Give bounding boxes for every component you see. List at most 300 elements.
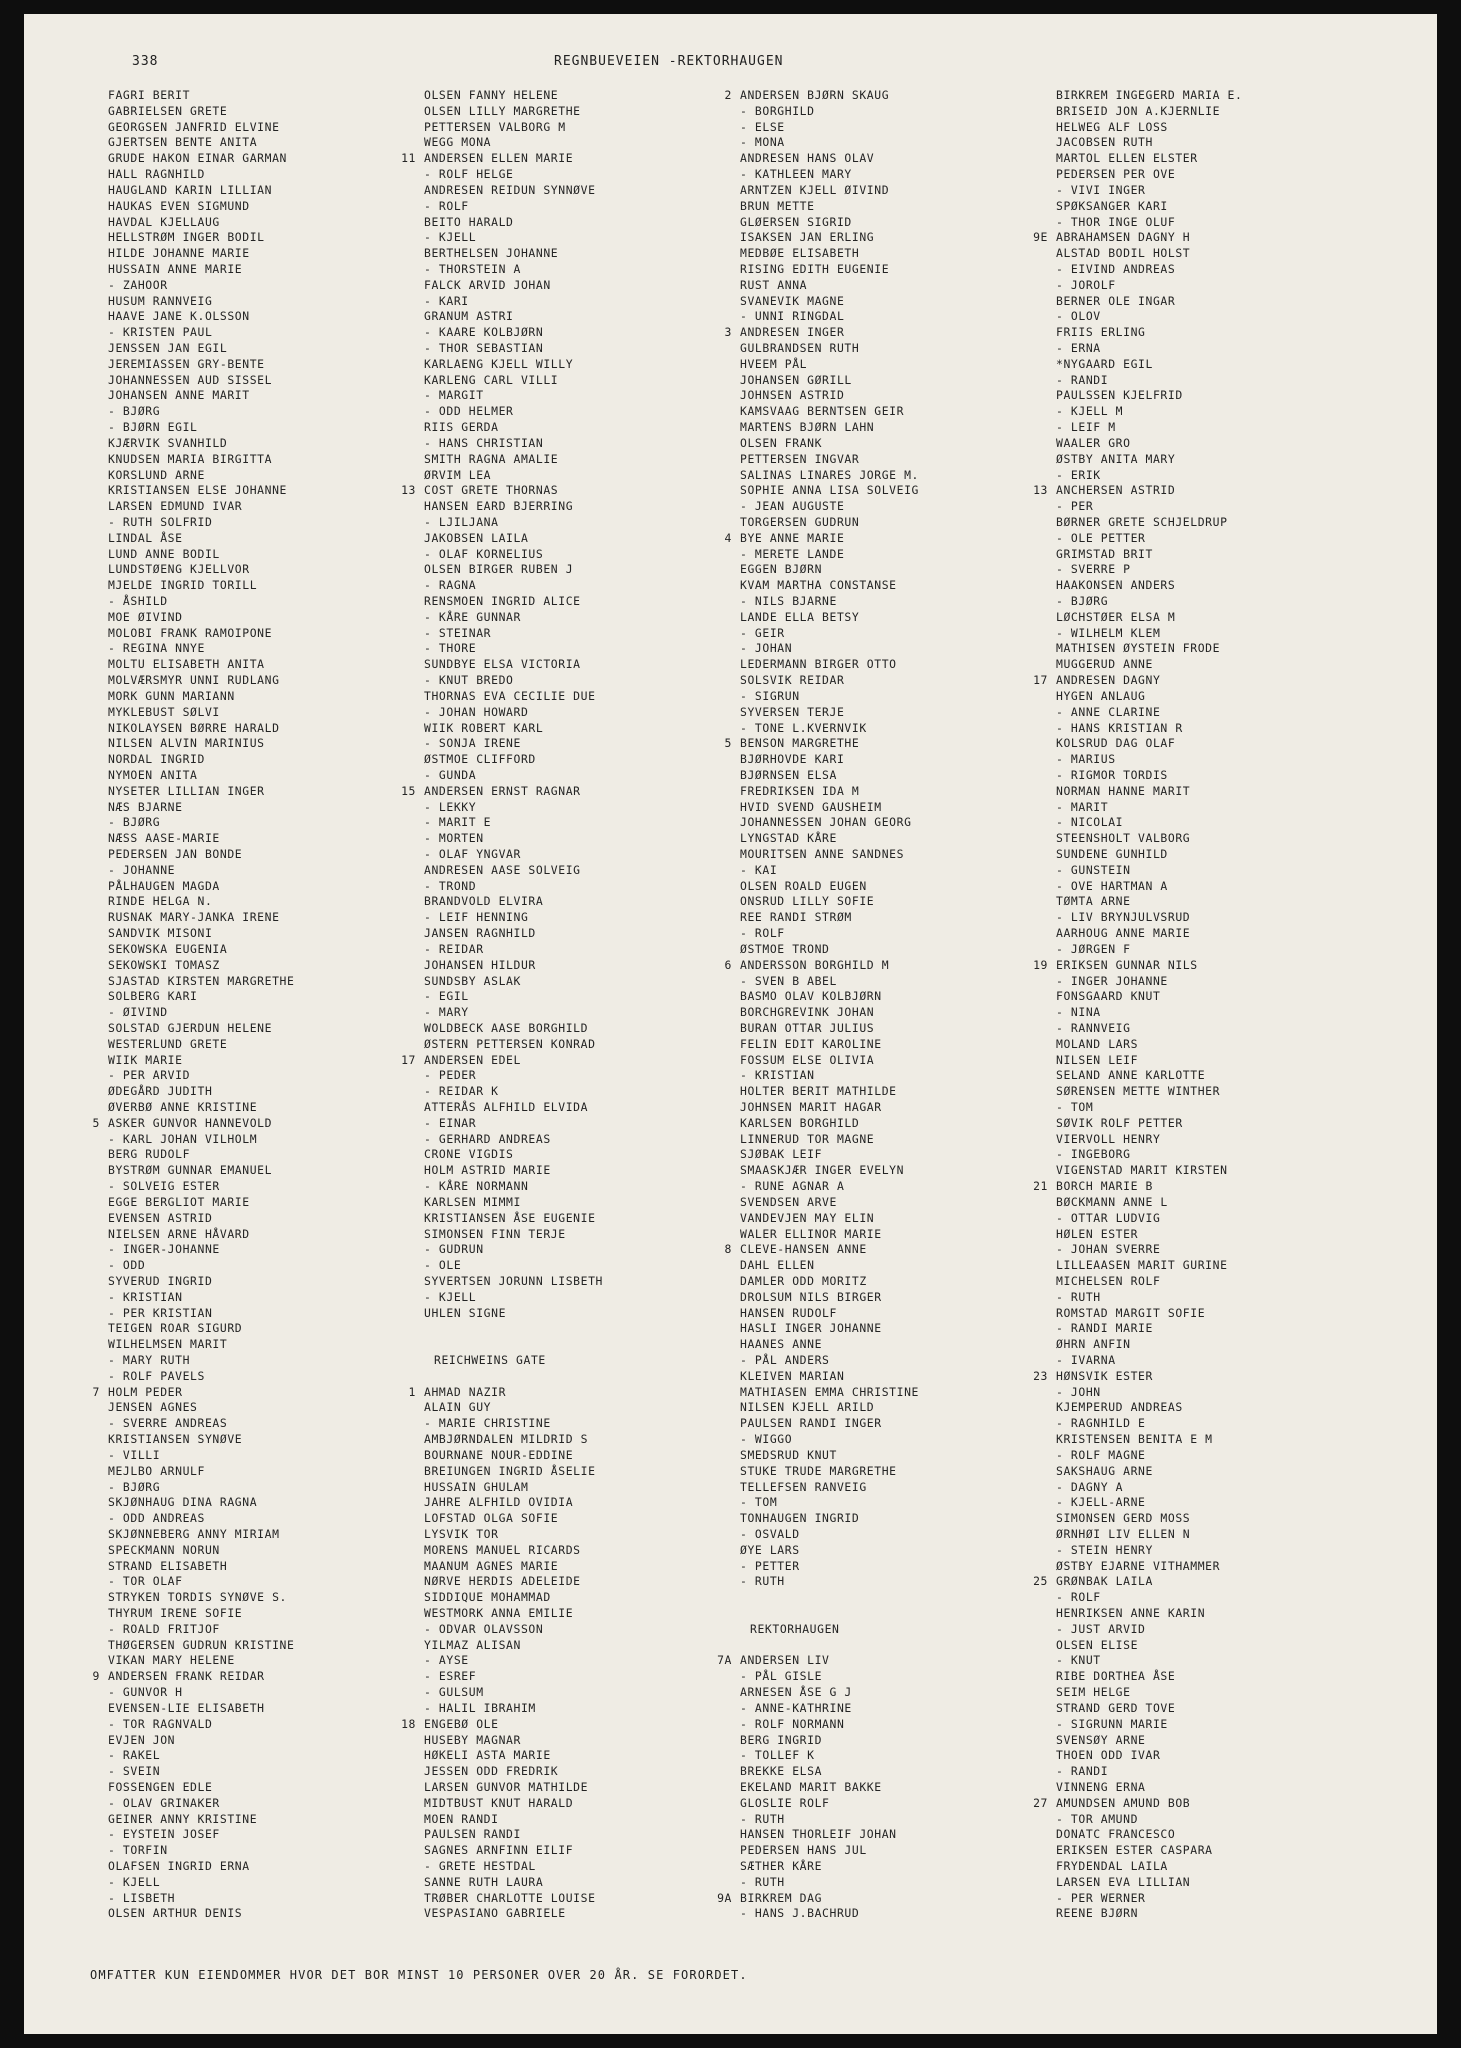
- resident-name: SAKSHAUG ARNE: [1056, 1463, 1153, 1478]
- resident-name: NÆSS AASE-MARIE: [108, 831, 220, 846]
- resident-name: ERIKSEN ESTER CASPARA: [1056, 1843, 1213, 1858]
- resident-name: - MERETE LANDE: [740, 546, 845, 561]
- resident-entry: [1056, 452, 1396, 468]
- resident-name: SAGNES ARNFINN EILIF: [424, 1843, 574, 1858]
- resident-name: STRAND ELISABETH: [108, 1558, 228, 1573]
- resident-name: - REIDAR K: [424, 1084, 499, 1099]
- resident-name: EVENSEN ASTRID: [108, 1210, 213, 1225]
- resident-name: SOLSVIK REIDAR: [740, 673, 845, 688]
- resident-name: SOPHIE ANNA LISA SOLVEIG: [740, 483, 919, 498]
- resident-name: HOLM ASTRID MARIE: [424, 1163, 551, 1178]
- resident-entry: [108, 1653, 448, 1669]
- resident-entry: [740, 499, 1080, 515]
- resident-entry: [108, 1574, 448, 1590]
- resident-name: MOLAND LARS: [1056, 1036, 1139, 1051]
- resident-name: ATTERÅS ALFHILD ELVIDA: [424, 1100, 589, 1114]
- resident-name: - KRISTIAN: [108, 1289, 183, 1304]
- resident-name: KNUDSEN MARIA BIRGITTA: [108, 451, 273, 466]
- resident-name: - DAGNY A: [1056, 1479, 1124, 1494]
- resident-entry: [740, 1400, 1080, 1416]
- resident-entry: [740, 215, 1080, 231]
- resident-entry: [1056, 135, 1396, 151]
- resident-name: - OLAV GRINAKER: [108, 1795, 220, 1810]
- resident-name: HUSUM RANNVEIG: [108, 293, 213, 308]
- resident-entry: [108, 926, 448, 942]
- resident-entry: [424, 1306, 764, 1322]
- resident-name: WALER ELLINOR MARIE: [740, 1226, 882, 1241]
- resident-entry: [1033, 230, 1396, 246]
- resident-name: LARSEN EDMUND IVAR: [108, 499, 243, 514]
- resident-entry: [424, 373, 764, 389]
- resident-entry: [424, 689, 764, 705]
- resident-entry: [424, 1068, 764, 1084]
- resident-name: GRANUM ASTRI: [424, 309, 514, 324]
- resident-name: - ODD ANDREAS: [108, 1511, 205, 1526]
- resident-name: - OSVALD: [740, 1526, 800, 1541]
- resident-entry: [740, 278, 1080, 294]
- resident-entry: [740, 1147, 1080, 1163]
- house-number: 19: [1033, 957, 1048, 972]
- resident-name: GRIMSTAD BRIT: [1056, 546, 1153, 561]
- resident-entry: [108, 1859, 448, 1875]
- resident-name: - INGER-JOHANNE: [108, 1242, 220, 1257]
- resident-name: - KJELL-ARNE: [1056, 1495, 1146, 1510]
- resident-entry: [424, 262, 764, 278]
- resident-entry: [1033, 1368, 1396, 1385]
- resident-name: SMAASKJÆR INGER EVELYN: [740, 1163, 905, 1178]
- resident-entry: [740, 420, 1080, 436]
- resident-name: HANSEN EARD BJERRING: [424, 499, 574, 514]
- resident-name: NIELSEN ARNE HÅVARD: [108, 1226, 250, 1241]
- house-number: 7: [92, 1384, 100, 1399]
- resident-entry: [424, 1179, 764, 1195]
- resident-entry: [1056, 1400, 1396, 1416]
- resident-entry: [108, 863, 448, 879]
- resident-entry: [740, 768, 1080, 784]
- resident-entry: [1056, 800, 1396, 816]
- resident-name: - WIGGO: [740, 1432, 793, 1447]
- resident-entry: [740, 1068, 1080, 1084]
- resident-name: RIIS GERDA: [424, 420, 499, 435]
- resident-entry: [740, 1416, 1080, 1432]
- resident-name: NYSETER LILLIAN INGER: [108, 783, 265, 798]
- resident-name: ØHRN ANFIN: [1056, 1337, 1131, 1352]
- resident-entry: [740, 183, 1080, 199]
- resident-entry: [1056, 199, 1396, 215]
- resident-name: - PÅL ANDERS: [740, 1353, 830, 1367]
- resident-entry: [740, 641, 1080, 657]
- resident-entry: [424, 1685, 764, 1701]
- resident-name: FELIN EDIT KAROLINE: [740, 1036, 882, 1051]
- resident-name: - ROLF: [1056, 1590, 1101, 1605]
- resident-entry: [424, 815, 764, 831]
- resident-name: COST GRETE THORNAS: [424, 483, 559, 498]
- resident-entry: [424, 388, 764, 404]
- resident-entry: [401, 1052, 764, 1069]
- resident-entry: [740, 847, 1080, 863]
- resident-name: HAAVE JANE K.OLSSON: [108, 309, 250, 324]
- resident-entry: [424, 1796, 764, 1812]
- resident-entry: [424, 831, 764, 847]
- resident-name: - SVEN B ABEL: [740, 973, 837, 988]
- resident-name: - TOM: [1056, 1100, 1094, 1114]
- resident-name: - JOHAN: [740, 641, 793, 656]
- resident-name: - GUDRUN: [424, 1242, 484, 1257]
- resident-name: - OLAF YNGVAR: [424, 847, 521, 861]
- resident-entry: [108, 721, 448, 737]
- resident-entry: [424, 1843, 764, 1859]
- resident-name: NØRVE HERDIS ADELEIDE: [424, 1574, 581, 1589]
- resident-entry: [424, 1258, 764, 1274]
- resident-entry: [1056, 689, 1396, 705]
- resident-name: - MARY: [424, 1005, 469, 1020]
- resident-name: - TONE L.KVERNVIK: [740, 720, 867, 735]
- house-number: 7A: [717, 1653, 732, 1668]
- resident-name: ØSTMOE TROND: [740, 941, 830, 956]
- resident-entry: [1056, 1622, 1396, 1638]
- resident-name: MAANUM AGNES MARIE: [424, 1558, 559, 1573]
- resident-name: KARLENG CARL VILLI: [424, 372, 559, 387]
- resident-entry: [424, 167, 764, 183]
- resident-name: WIIK ROBERT KARL: [424, 720, 544, 735]
- resident-name: ANDERSEN ERNST RAGNAR: [424, 783, 581, 798]
- resident-name: - RIGMOR TORDIS: [1056, 767, 1168, 782]
- resident-name: - PER ARVID: [108, 1068, 191, 1083]
- resident-name: MOEN RANDI: [424, 1811, 499, 1826]
- resident-entry: [424, 1400, 764, 1416]
- resident-entry: [424, 1211, 764, 1227]
- resident-name: DAHL ELLEN: [740, 1258, 815, 1273]
- resident-entry: [740, 1163, 1080, 1179]
- resident-entry: [1056, 294, 1396, 310]
- resident-name: WEGG MONA: [424, 135, 492, 150]
- resident-entry: [724, 88, 1080, 104]
- resident-entry: [740, 1211, 1080, 1227]
- resident-entry: [108, 357, 448, 373]
- resident-entry: [92, 1115, 448, 1132]
- resident-entry: [108, 1021, 448, 1037]
- resident-entry: [740, 199, 1080, 215]
- resident-name: - KARL JOHAN VILHOLM: [108, 1131, 258, 1146]
- resident-name: SOLSTAD GJERDUN HELENE: [108, 1020, 273, 1035]
- resident-name: - JØRGEN F: [1056, 941, 1131, 956]
- resident-entry: [424, 1448, 764, 1464]
- resident-entry: [108, 1369, 448, 1385]
- resident-entry: [424, 547, 764, 563]
- resident-name: ERIKSEN GUNNAR NILS: [1056, 957, 1198, 972]
- resident-entry: [424, 863, 764, 879]
- resident-entry: [108, 800, 448, 816]
- blank-line: [424, 1337, 764, 1353]
- resident-name: - JOHAN SVERRE: [1056, 1242, 1161, 1257]
- resident-entry: [424, 1416, 764, 1432]
- resident-name: - KARI: [424, 293, 469, 308]
- resident-name: PÅLHAUGEN MAGDA: [108, 878, 220, 893]
- resident-entry: [424, 215, 764, 231]
- resident-entry: [740, 989, 1080, 1005]
- resident-entry: [108, 562, 448, 578]
- resident-name: OLSEN FANNY HELENE: [424, 88, 559, 102]
- resident-entry: [424, 468, 764, 484]
- resident-entry: [108, 641, 448, 657]
- resident-entry: [424, 515, 764, 531]
- resident-name: ØSTBY ANITA MARY: [1056, 451, 1176, 466]
- resident-name: WAALER GRO: [1056, 435, 1131, 450]
- resident-entry: [108, 831, 448, 847]
- resident-entry: [424, 183, 764, 199]
- resident-name: MATHISEN ØYSTEIN FRODE: [1056, 641, 1221, 656]
- resident-entry: [1056, 1748, 1396, 1764]
- resident-name: PAULSEN RANDI: [424, 1827, 521, 1842]
- resident-name: ØRVIM LEA: [424, 467, 492, 482]
- resident-entry: [740, 1464, 1080, 1480]
- directory-column-1: [92, 88, 448, 1922]
- resident-name: - ROLF PAVELS: [108, 1368, 205, 1383]
- house-number: 23: [1033, 1368, 1048, 1383]
- resident-entry: [108, 1100, 448, 1116]
- resident-entry: [1056, 1227, 1396, 1243]
- resident-name: - TOR OLAF: [108, 1574, 183, 1589]
- resident-entry: [424, 926, 764, 942]
- resident-name: FRIIS ERLING: [1056, 325, 1146, 340]
- resident-name: EKELAND MARIT BAKKE: [740, 1779, 882, 1794]
- resident-name: - RAGNA: [424, 578, 477, 593]
- resident-name: HOLM PEDER: [108, 1384, 183, 1399]
- resident-name: MOLVÆRSMYR UNNI RUDLANG: [108, 673, 280, 688]
- resident-name: MICHELSEN ROLF: [1056, 1273, 1161, 1288]
- resident-name: JAHRE ALFHILD OVIDIA: [424, 1495, 574, 1510]
- resident-entry: [740, 357, 1080, 373]
- house-number: 13: [1033, 483, 1048, 498]
- resident-name: - ODD: [108, 1258, 146, 1273]
- resident-name: PAULSSEN KJELFRID: [1056, 388, 1183, 403]
- resident-name: HØKELI ASTA MARIE: [424, 1748, 551, 1763]
- resident-name: ARNTZEN KJELL ØIVIND: [740, 182, 890, 197]
- resident-name: ALAIN GUY: [424, 1400, 492, 1415]
- resident-name: - ERNA: [1056, 341, 1101, 355]
- resident-name: GJERTSEN BENTE ANITA: [108, 135, 258, 150]
- house-number: 25: [1033, 1574, 1048, 1589]
- resident-entry: [717, 1890, 1080, 1907]
- resident-entry: [1056, 1321, 1396, 1337]
- resident-entry: [108, 1353, 448, 1369]
- resident-name: SIMONSEN GERD MOSS: [1056, 1511, 1191, 1526]
- resident-entry: [424, 135, 764, 151]
- resident-name: VIKAN MARY HELENE: [108, 1653, 235, 1668]
- resident-entry: [108, 468, 448, 484]
- resident-name: JOHANSEN ANNE MARIT: [108, 388, 250, 403]
- resident-entry: [424, 800, 764, 816]
- resident-entry: [108, 104, 448, 120]
- resident-name: MEJLBO ARNULF: [108, 1463, 205, 1478]
- resident-entry: [1056, 1353, 1396, 1369]
- resident-entry: [108, 1748, 448, 1764]
- resident-entry: [1056, 1163, 1396, 1179]
- resident-entry: [740, 547, 1080, 563]
- resident-name: JENSEN AGNES: [108, 1400, 198, 1415]
- resident-name: NILSEN LEIF: [1056, 1052, 1139, 1067]
- house-number: 9E: [1033, 230, 1048, 245]
- resident-entry: [424, 942, 764, 958]
- resident-name: HANSEN RUDOLF: [740, 1305, 837, 1320]
- resident-entry: [740, 1321, 1080, 1337]
- resident-entry: [740, 1875, 1080, 1891]
- resident-name: - KNUT BREDO: [424, 673, 514, 688]
- resident-entry: [424, 1163, 764, 1179]
- resident-name: SUNDBYE ELSA VICTORIA: [424, 657, 581, 672]
- resident-entry: [424, 673, 764, 689]
- resident-entry: [740, 1005, 1080, 1021]
- resident-entry: [108, 1306, 448, 1322]
- resident-entry: [1056, 1290, 1396, 1306]
- resident-name: - PER KRISTIAN: [108, 1305, 213, 1320]
- resident-name: OLSEN FRANK: [740, 435, 823, 450]
- resident-entry: [424, 989, 764, 1005]
- resident-name: - THOR SEBASTIAN: [424, 341, 544, 355]
- resident-entry: [1056, 373, 1396, 389]
- resident-name: HAUKAS EVEN SIGMUND: [108, 198, 250, 213]
- resident-name: ØYE LARS: [740, 1542, 800, 1557]
- resident-name: SIMONSEN FINN TERJE: [424, 1226, 566, 1241]
- resident-entry: [108, 1337, 448, 1353]
- resident-entry: [740, 1100, 1080, 1116]
- resident-entry: [108, 1590, 448, 1606]
- resident-entry: [108, 309, 448, 325]
- resident-entry: [424, 294, 764, 310]
- resident-name: - STEINAR: [424, 625, 492, 640]
- resident-name: SÆTHER KÅRE: [740, 1859, 823, 1873]
- resident-entry: [740, 689, 1080, 705]
- resident-name: BRISEID JON A.KJERNLIE: [1056, 103, 1221, 118]
- resident-entry: [1056, 1906, 1396, 1922]
- resident-name: LYNGSTAD KÅRE: [740, 831, 837, 846]
- resident-name: MJELDE INGRID TORILL: [108, 578, 258, 593]
- resident-name: NÆS BJARNE: [108, 799, 183, 814]
- resident-entry: [740, 1764, 1080, 1780]
- resident-name: - GULSUM: [424, 1685, 484, 1700]
- resident-name: - KRISTEN PAUL: [108, 325, 213, 340]
- resident-entry: [740, 452, 1080, 468]
- resident-name: - LEIF HENNING: [424, 910, 529, 925]
- house-number: 27: [1033, 1795, 1048, 1810]
- resident-entry: [740, 1021, 1080, 1037]
- resident-entry: [740, 1290, 1080, 1306]
- resident-entry: [108, 404, 448, 420]
- resident-name: LARSEN EVA LILLIAN: [1056, 1874, 1191, 1889]
- directory-column-4: [1033, 88, 1396, 1922]
- resident-name: ARNESEN ÅSE G J: [740, 1685, 852, 1700]
- resident-name: - THORSTEIN A: [424, 261, 521, 276]
- resident-entry: [424, 1511, 764, 1527]
- resident-name: CRONE VIGDIS: [424, 1147, 514, 1162]
- resident-name: ØDEGÅRD JUDITH: [108, 1084, 213, 1099]
- resident-name: AMBJØRNDALEN MILDRID S: [424, 1432, 589, 1447]
- resident-entry: [1056, 1211, 1396, 1227]
- resident-name: FOSSENGEN EDLE: [108, 1779, 213, 1794]
- resident-name: - RAKEL: [108, 1748, 161, 1763]
- resident-name: - ERIK: [1056, 467, 1101, 482]
- resident-entry: [108, 230, 448, 246]
- resident-name: KARLSEN MIMMI: [424, 1194, 521, 1209]
- resident-name: - LIV BRYNJULVSRUD: [1056, 910, 1191, 925]
- resident-entry: [108, 1448, 448, 1464]
- resident-entry: [1056, 215, 1396, 231]
- resident-name: - HANS J.BACHRUD: [740, 1906, 860, 1921]
- resident-name: - TOR AMUND: [1056, 1811, 1139, 1826]
- resident-name: JOHNSEN MARIT HAGAR: [740, 1100, 882, 1114]
- resident-name: HOLTER BERIT MATHILDE: [740, 1084, 897, 1099]
- resident-name: - GUNDA: [424, 767, 477, 782]
- resident-name: - WILHELM KLEM: [1056, 625, 1161, 640]
- resident-name: ANCHERSEN ASTRID: [1056, 483, 1176, 498]
- resident-entry: [424, 578, 764, 594]
- resident-name: HILDE JOHANNE MARIE: [108, 246, 250, 261]
- resident-entry: [424, 1827, 764, 1843]
- resident-entry: [108, 1084, 448, 1100]
- resident-entry: [740, 626, 1080, 642]
- resident-name: HAUGLAND KARIN LILLIAN: [108, 182, 273, 197]
- resident-entry: [108, 215, 448, 231]
- resident-name: ISAKSEN JAN ERLING: [740, 230, 875, 245]
- resident-name: LUNDSTØENG KJELLVOR: [108, 562, 250, 577]
- resident-entry: [424, 309, 764, 325]
- resident-entry: [1056, 1527, 1396, 1543]
- resident-name: SYVERUD INGRID: [108, 1273, 213, 1288]
- resident-name: HØNSVIK ESTER: [1056, 1368, 1153, 1383]
- resident-name: - RAGNHILD E: [1056, 1416, 1146, 1431]
- resident-entry: [108, 626, 448, 642]
- resident-entry: [740, 436, 1080, 452]
- resident-entry: [108, 1764, 448, 1780]
- resident-entry: [740, 942, 1080, 958]
- resident-entry: [1056, 1432, 1396, 1448]
- resident-name: FONSGAARD KNUT: [1056, 989, 1161, 1004]
- resident-entry: [401, 783, 764, 800]
- resident-entry: [740, 151, 1080, 167]
- resident-name: - RUTH: [740, 1574, 785, 1589]
- resident-entry: [740, 1827, 1080, 1843]
- resident-name: JOHANSEN HILDUR: [424, 957, 536, 972]
- resident-entry: [424, 626, 764, 642]
- resident-entry: [1056, 1306, 1396, 1322]
- resident-entry: [1056, 847, 1396, 863]
- resident-name: NYMOEN ANITA: [108, 767, 198, 782]
- resident-entry: [108, 1906, 448, 1922]
- resident-entry: [740, 1084, 1080, 1100]
- resident-name: - EIVIND ANDREAS: [1056, 261, 1176, 276]
- resident-name: KORSLUND ARNE: [108, 467, 205, 482]
- resident-entry: [401, 151, 764, 167]
- resident-name: - ANNE CLARINE: [1056, 704, 1161, 719]
- resident-entry: [424, 610, 764, 626]
- resident-name: - TOR RAGNVALD: [108, 1716, 213, 1731]
- resident-entry: [1056, 1464, 1396, 1480]
- resident-entry: [740, 1116, 1080, 1132]
- resident-entry: [108, 1274, 448, 1290]
- resident-entry: [424, 1116, 764, 1132]
- resident-name: BRUN METTE: [740, 198, 815, 213]
- resident-name: - THORE: [424, 641, 477, 656]
- resident-entry: [740, 1559, 1080, 1575]
- resident-entry: [1056, 863, 1396, 879]
- resident-entry: [740, 1748, 1080, 1764]
- resident-name: - OLAF KORNELIUS: [424, 546, 544, 561]
- resident-entry: [108, 673, 448, 689]
- resident-entry: [740, 1669, 1080, 1685]
- resident-name: JACOBSEN RUTH: [1056, 135, 1153, 150]
- resident-entry: [1056, 1717, 1396, 1733]
- resident-entry: [424, 1464, 764, 1480]
